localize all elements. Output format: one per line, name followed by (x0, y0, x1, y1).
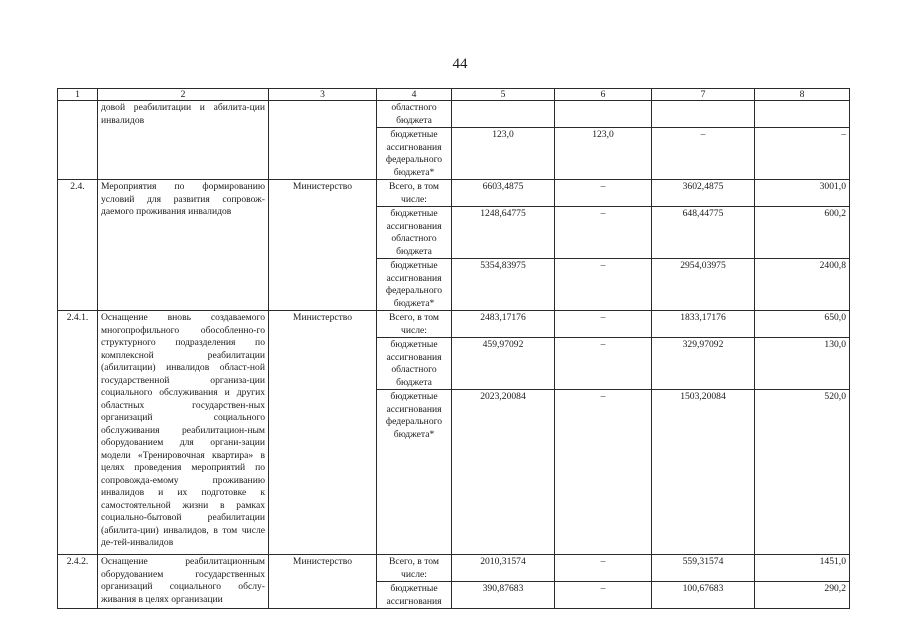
table-row (58, 101, 850, 128)
value-col7: 3602,4875 (652, 180, 755, 207)
value-col7: 329,97092 (652, 338, 755, 390)
value-col6: – (555, 390, 652, 555)
column-header: 4 (377, 89, 452, 101)
value-col8: 3001,0 (755, 180, 850, 207)
item-executor (269, 101, 377, 180)
value-col6: – (555, 311, 652, 338)
value-col8: 290,2 (755, 582, 850, 609)
item-number: 2.4.2. (58, 555, 98, 609)
value-col7 (652, 101, 755, 128)
item-name: Оснащение вновь создаваемого многопрофильного обособленно-го структурного подразделения по комплексной реабилитации (абилитации) инвалидов област-ной государственной организа-ции социального обслуживания и других областных государствен-ных организаций социального обслуживания реабилитацион-ным оборудованием для органи-зации модели «Тренировочная квартира» в целях проведения мероприятий по сопровожда-емому проживанию инвалидов и их подготовке к самостоятельной жизни в рамках социально-бытовой реабилитации (абилита-ции) инвалидов, в том числе де-тей-инвалидов (98, 311, 269, 555)
value-col5: 5354,83975 (452, 259, 555, 311)
item-executor: Министерство (269, 180, 377, 311)
value-col8: – (755, 128, 850, 180)
value-col5: 2023,20084 (452, 390, 555, 555)
value-col6: – (555, 207, 652, 259)
value-col5: 1248,64775 (452, 207, 555, 259)
value-col5: 2010,31574 (452, 555, 555, 582)
value-col8 (755, 101, 850, 128)
funding-source: бюджетные ассигнования областного бюджета (377, 338, 452, 390)
funding-source: бюджетные ассигнования федерального бюджета* (377, 128, 452, 180)
table-row (58, 180, 850, 207)
value-col8: 130,0 (755, 338, 850, 390)
funding-source: Всего, в том числе: (377, 180, 452, 207)
value-col5: 123,0 (452, 128, 555, 180)
item-executor: Министерство (269, 311, 377, 555)
table-row (58, 555, 850, 582)
funding-source: бюджетные ассигнования областного бюджета (377, 207, 452, 259)
table-header-row (58, 89, 850, 101)
column-header: 5 (452, 89, 555, 101)
item-name: Оснащение реабилитационным оборудованием государственных организаций социального обслу-живания в целях организации (98, 555, 269, 609)
value-col8: 1451,0 (755, 555, 850, 582)
value-col8: 650,0 (755, 311, 850, 338)
column-header: 1 (58, 89, 98, 101)
column-header: 2 (98, 89, 269, 101)
value-col5: 6603,4875 (452, 180, 555, 207)
value-col6: – (555, 338, 652, 390)
column-header: 3 (269, 89, 377, 101)
value-col6: – (555, 180, 652, 207)
item-number: 2.4. (58, 180, 98, 311)
funding-source: бюджетные ассигнования (377, 582, 452, 609)
funding-source: бюджетные ассигнования федерального бюджета* (377, 259, 452, 311)
page-number: 44 (452, 56, 468, 72)
value-col7: 559,31574 (652, 555, 755, 582)
column-header: 8 (755, 89, 850, 101)
value-col8: 520,0 (755, 390, 850, 555)
value-col6: 123,0 (555, 128, 652, 180)
value-col5: 390,87683 (452, 582, 555, 609)
funding-source: областного бюджета (377, 101, 452, 128)
value-col7: 100,67683 (652, 582, 755, 609)
item-name: Мероприятия по формированию условий для развития сопровож-даемого проживания инвалидов (98, 180, 269, 311)
value-col6 (555, 101, 652, 128)
value-col7: 2954,03975 (652, 259, 755, 311)
item-number: 2.4.1. (58, 311, 98, 555)
item-number (58, 101, 98, 180)
funding-source: Всего, в том числе: (377, 311, 452, 338)
column-header: 7 (652, 89, 755, 101)
item-executor: Министерство (269, 555, 377, 609)
table-row (58, 311, 850, 338)
value-col7: 1833,17176 (652, 311, 755, 338)
funding-source: Всего, в том числе: (377, 555, 452, 582)
value-col8: 2400,8 (755, 259, 850, 311)
value-col5 (452, 101, 555, 128)
item-name: довой реабилитации и абилита-ции инвалидов (98, 101, 269, 180)
value-col6: – (555, 259, 652, 311)
value-col7: – (652, 128, 755, 180)
value-col5: 2483,17176 (452, 311, 555, 338)
value-col6: – (555, 582, 652, 609)
column-header: 6 (555, 89, 652, 101)
value-col7: 648,44775 (652, 207, 755, 259)
value-col5: 459,97092 (452, 338, 555, 390)
budget-table (57, 88, 850, 609)
funding-source: бюджетные ассигнования федерального бюджета* (377, 390, 452, 555)
value-col6: – (555, 555, 652, 582)
value-col7: 1503,20084 (652, 390, 755, 555)
value-col8: 600,2 (755, 207, 850, 259)
